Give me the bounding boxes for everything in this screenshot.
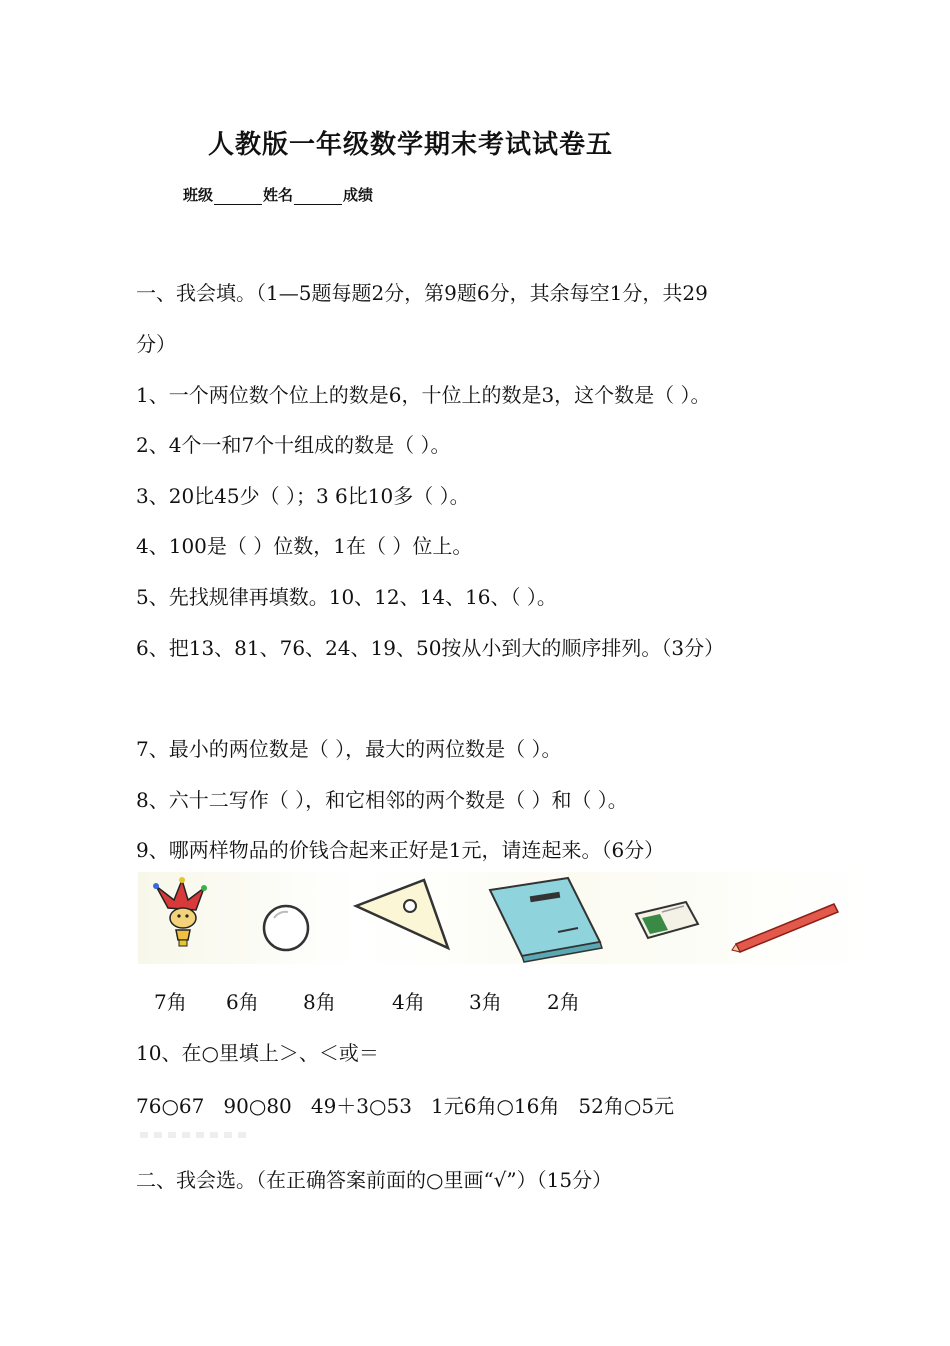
question-9: 9、哪两样物品的价钱合起来正好是1元，请连起来。（6分）	[136, 838, 665, 862]
student-info	[183, 184, 373, 205]
price-label: 7角	[154, 990, 187, 1014]
q9-item-images	[138, 872, 873, 964]
class-label: 班级	[183, 186, 214, 204]
section1-heading-cont: 分）	[136, 332, 176, 356]
notebook-icon[interactable]	[490, 878, 602, 962]
name-blank[interactable]	[294, 190, 342, 205]
section1-heading: 一、我会填。（1—5题每题2分，第9题6分，其余每空1分，共29	[136, 281, 708, 305]
price-label: 4角	[392, 990, 425, 1014]
question-2: 2、4个一和7个十组成的数是（ ）。	[136, 433, 451, 457]
faint-mark	[140, 1132, 250, 1138]
question-10-items: 76○67 90○80 49＋3○53 1元6角○16角 52角○5元	[136, 1094, 675, 1118]
name-label: 姓名	[263, 186, 294, 204]
score-label: 成绩	[343, 186, 374, 204]
section2-heading: 二、我会选。（在正确答案前面的○里画“√”）（15分）	[136, 1168, 613, 1192]
price-label: 6角	[226, 990, 259, 1014]
page-title: 人教版一年级数学期末考试试卷五	[208, 130, 614, 160]
pencil-icon[interactable]	[732, 904, 838, 952]
q9-price-row	[0, 986, 950, 1016]
ball-icon[interactable]	[264, 906, 308, 950]
jester-toy-icon[interactable]	[153, 877, 207, 946]
question-3: 3、20比45少（ ）；3 6比10多（ ）。	[136, 484, 470, 508]
question-4: 4、100是（ ）位数，1在（ ）位上。	[136, 534, 473, 558]
triangle-ruler-icon[interactable]	[356, 880, 448, 948]
question-6: 6、把13、81、76、24、19、50按从小到大的顺序排列。（3分）	[136, 636, 725, 660]
question-1: 1、一个两位数个位上的数是6，十位上的数是3，这个数是（ ）。	[136, 383, 711, 407]
question-10: 10、在○里填上＞、＜或＝	[136, 1041, 379, 1065]
class-blank[interactable]	[214, 190, 262, 205]
price-label: 2角	[547, 990, 580, 1014]
price-label: 3角	[469, 990, 502, 1014]
question-8: 8、六十二写作（ ），和它相邻的两个数是（ ）和（ ）。	[136, 788, 628, 812]
price-label: 8角	[303, 990, 336, 1014]
question-7: 7、最小的两位数是（ ），最大的两位数是（ ）。	[136, 737, 562, 761]
eraser-icon[interactable]	[636, 902, 698, 938]
question-5: 5、先找规律再填数。10、12、14、16、（ ）。	[136, 585, 557, 609]
